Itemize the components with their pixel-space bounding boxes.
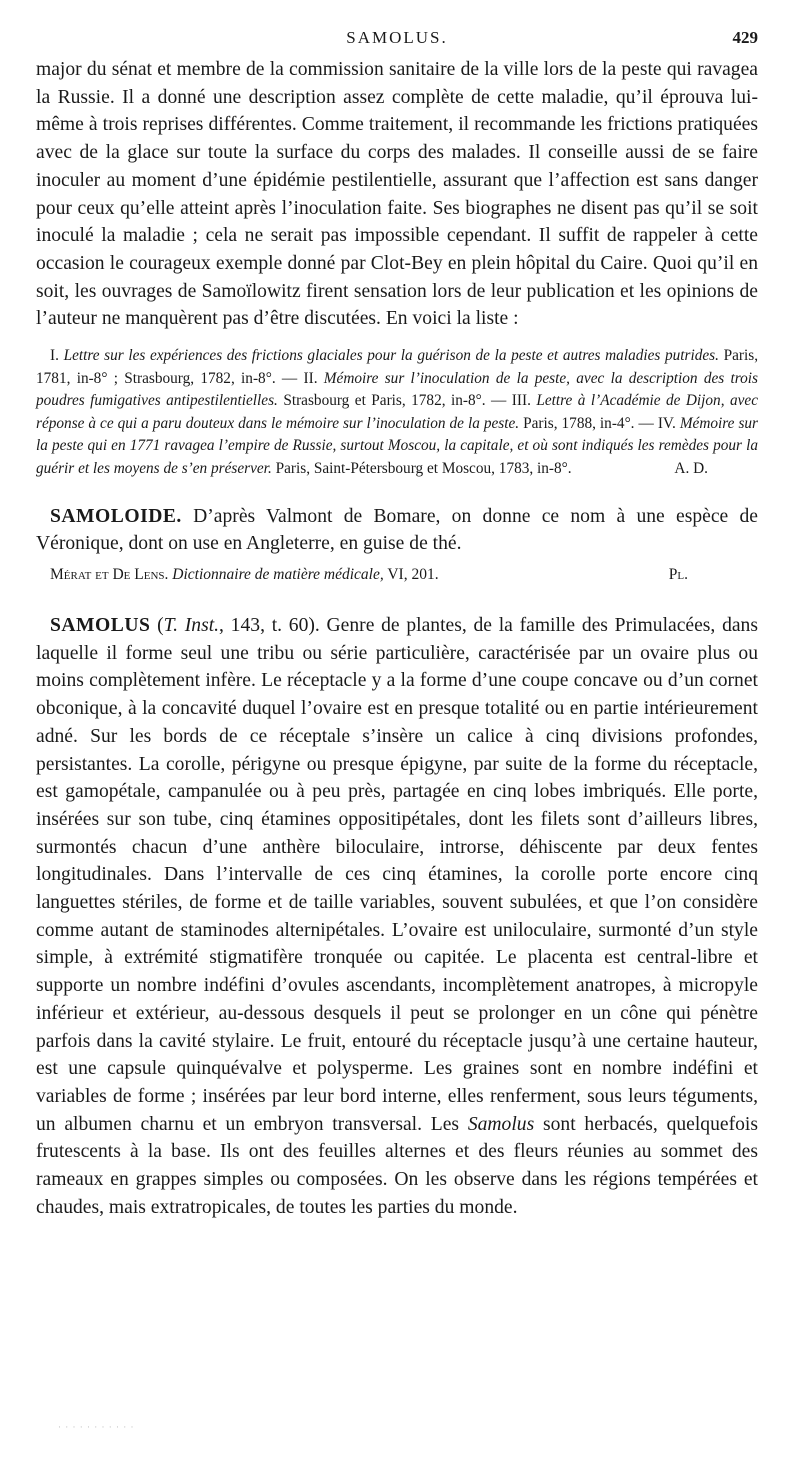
biblio-iii-number: III.: [511, 392, 531, 410]
biblio-iv-number: IV.: [657, 414, 676, 432]
running-title: SAMOLUS.: [346, 28, 448, 47]
biblio-i-number: I.: [50, 347, 59, 365]
bibliography: [36, 345, 758, 481]
footer-scan-mark: · · · · · · · · · · ·: [58, 1422, 135, 1432]
headword-samoloide: SAMOLOIDE.: [50, 505, 182, 527]
source-reference: VI, 201.: [387, 566, 439, 583]
samolus-ref-italic: T. Inst.: [163, 615, 220, 636]
biblio-i-publication: Paris, 1781, in-8° ; Strasbourg, 1782, in-8°. —: [36, 347, 759, 387]
biblio-iii-publication: Paris, 1788, in-4°. —: [523, 414, 654, 432]
samolus-text-b: sont herbacés, quelquefois frutescents à la base. Ils ont des feuilles alternes et des fleurs réunies au sommet des rameaux en grappes simples ou composées. On les observe dans les régions tempérées et chaudes, mais extratropicales, de toutes les parties du monde.: [36, 1113, 758, 1218]
entry-samoloide: [36, 503, 758, 558]
samolus-text-italic: Samolus: [467, 1113, 535, 1135]
biblio-iv-publication: Paris, Saint-Pétersbourg et Moscou, 1783, in-8°.: [275, 460, 572, 477]
biblio-iii-title: Lettre à l’Académie de Dijon, avec réponse à ce qui a paru douteux dans le mémoire sur l’inoculation de la peste.: [36, 392, 758, 432]
samolus-ref-open: (: [157, 615, 164, 636]
author-signature: A. D.: [674, 460, 708, 477]
samolus-text-a: Genre de plantes, de la famille des Primulacées, dans laquelle il forme seul une tribu ou série particulière, caractérisée par un ovaire plus ou moins complètement infère. Le réceptacle y a la forme d’une coupe concave ou d’un cornet obconique, à la concavité duquel l’ovaire est en presque totalité ou en partie intérieurement adné. Sur les bords de ce réceptale s’insère un calice à cinq divisions profondes, persistantes. La corolle, périgyne ou presque épigyne, par suite de la forme du réceptacle, est gamopétale, campanulée ou à peu près, partagée en cinq lobes imbriqués. Elle porte, insérées sur son tube, cinq étamines oppositipétales, dont les filets sont d’ailleurs libres, surmontés chacun d’une anthère biloculaire, introrse, déhiscente par deux fentes longitudinales. Dans l’intervalle de ces cinq étamines, la corolle porte encore cinq languettes stériles, de forme et de taille variables, souvent subulées, et que l’on considère comme autant de staminodes alternipétales. L’ovaire est uniloculaire, surmonté d’un style simple, à extrémité stigmatifère tronquée ou capitée. Le placenta est central-libre et supporte un nombre indéfini d’ovules ascendants, incomplètement anatropes, à micropyle inférieur et extérieur, au-dessous desquels il peut se prolonger en un cône qui pénètre parfois dans la cavité stylaire. Le fruit, entouré du réceptacle jusqu’à une certaine hauteur, est une capsule quinquévalve et polysperme. Les graines sont en nombre indéfini et variables de forme ; insérées par leur bord interne, elles renferment, sous leurs téguments, un albumen charnu et un embryon transversal. Les: [36, 615, 758, 1135]
page-number: 429: [732, 28, 758, 47]
biblio-ii-publication: Strasbourg et Paris, 1782, in-8°. —: [283, 392, 507, 410]
page: [36, 28, 758, 1221]
headword-samolus: SAMOLUS: [50, 615, 151, 636]
biblio-i-title: Lettre sur les expériences des frictions glaciales pour la guérison de la peste et autres maladies putrides.: [63, 347, 719, 365]
source-initials: Pl.: [668, 566, 688, 583]
biblio-iv-title: Mémoire sur la peste qui en 1771 ravagea l’empire de Russie, surtout Moscou, la capitale, et où sont indiqués les remèdes pour la guérir et les moyens de s’en préserver.: [36, 414, 759, 477]
samolus-ref-rest: , 143, t. 60).: [219, 615, 320, 636]
page-header: [36, 28, 758, 56]
samoloide-text: D’après Valmont de Bomare, on donne ce nom à une espèce de Véronique, dont on use en Angleterre, en guise de thé.: [36, 505, 758, 555]
biblio-ii-number: II.: [303, 369, 318, 387]
source-authors: Mérat et De Lens.: [50, 566, 169, 583]
intro-paragraph: major du sénat et membre de la commission sanitaire de la ville lors de la peste qui ravagea la Russie. Il a donné une description assez complète de cette maladie, qu’il éprouva lui-même à trois reprises différentes. Comme traitement, il recommande les frictions pratiquées avec de la glace sur toute la surface du corps des malades. Il conseille aussi de se faire inoculer au moment d’une épidémie pestilentielle, assurant que l’affection est sans danger pour ceux qu’elle atteint après l’inoculation faite. Ses biographes ne disent pas qu’il se soit inoculé la maladie ; cela ne serait pas impossible cependant. Il suffit de rappeler à cette occasion le courageux exemple donné par Clot-Bey en plein hôpital du Caire. Quoi qu’il en soit, les ouvrages de Samoïlowitz firent sensation lors de leur publication et les opinions de l’auteur ne manquèrent pas d’être discutées. En voici la liste :: [36, 59, 758, 330]
biblio-ii-title: Mémoire sur l’inoculation de la peste, avec la description des trois poudres fumigatives antipestilentielles.: [36, 369, 759, 410]
source-title: Dictionnaire de matière médicale,: [172, 566, 384, 583]
entry-samolus: [36, 612, 758, 1221]
samoloide-source: [36, 564, 758, 586]
